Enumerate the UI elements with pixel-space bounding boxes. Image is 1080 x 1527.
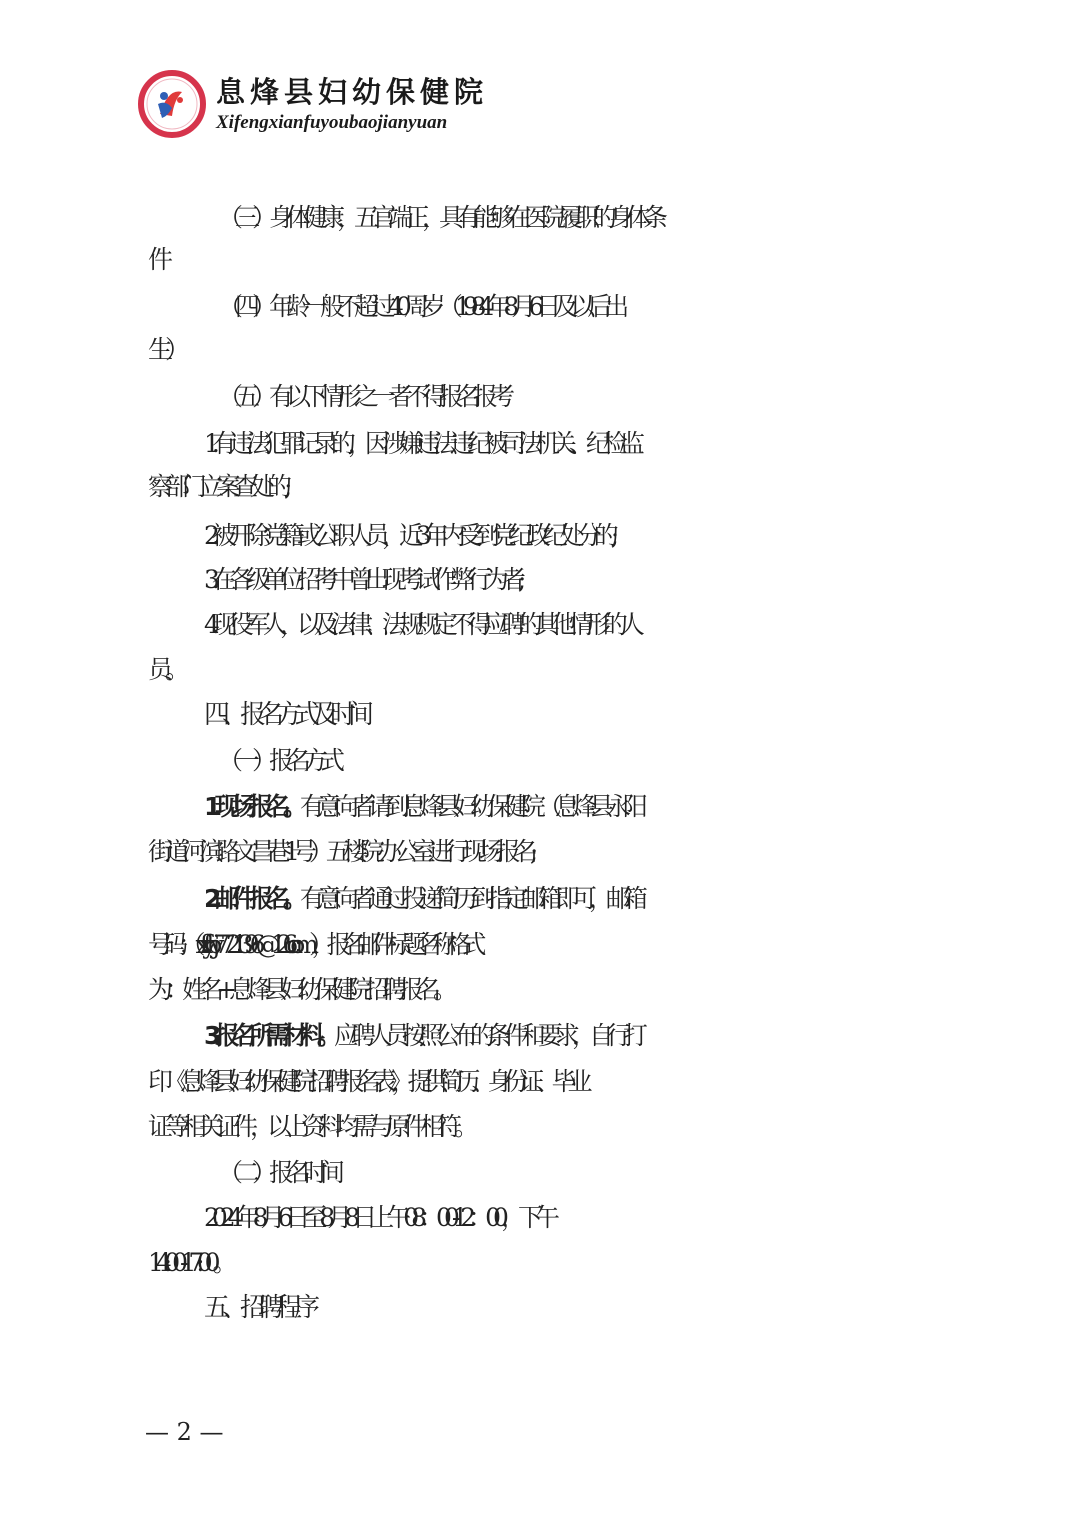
- clause-3-line1: （三）身体健康，五官端正，具有能够在医院履职的身体条: [218, 203, 661, 232]
- method-2-line3: 为：姓名+息烽县妇幼保健院招聘报名。: [148, 975, 450, 1004]
- subsection-1-heading: （一）报名方式: [218, 746, 338, 775]
- org-name: 息烽县妇幼保健院: [216, 75, 489, 109]
- method-3-line1: [0, 1016, 1080, 1056]
- page-number: — 2 —: [145, 1418, 224, 1446]
- item-1-line1: 1.有违法犯罪记录的，因涉嫌违法违纪被司法机关、纪检监: [204, 429, 637, 458]
- subsection-2-heading: （二）报名时间: [218, 1158, 338, 1187]
- item-1-line2: 察部门立案查处的;: [148, 472, 285, 501]
- method-2-line2: 号码：（xfxfybjy7721396@126.com），报名邮件标题名称格式: [148, 930, 477, 959]
- method-2-text: 有意向者通过投递简历到指定邮箱即可，邮箱: [299, 884, 640, 913]
- item-4-line2: 员。: [148, 655, 183, 684]
- clause-3-line2: 件: [148, 245, 166, 274]
- clause-4-line1: （四）年龄一般不超过40周岁（1984年8月6日及以后出: [218, 292, 622, 321]
- item-2: 2.被开除党籍或公职人员，近3年内受到党纪政纪处分的;: [204, 521, 612, 550]
- clause-5: （五）有以下情形之一者不得报名报考: [218, 382, 508, 411]
- method-3-line3: 证等相关证件，以上资料均需与原件相符。: [148, 1112, 472, 1141]
- clause-4-line2: 生）: [148, 335, 183, 364]
- section-5-heading: 五、招聘程序: [204, 1293, 313, 1323]
- org-pinyin: Xifengxianfuyoubaojianyuan: [216, 112, 448, 133]
- method-3-lead: 3.报名所需材料。: [204, 1021, 334, 1050]
- method-1-line2: 街道河滨路文昌巷1号）五楼院办公室进行现场报名;: [148, 837, 531, 866]
- time-line2: 14:00-17:00。: [148, 1248, 230, 1277]
- time-line1: 2024年8月6日至8月8日上午08：00-12：00，下午: [204, 1203, 552, 1232]
- method-2-lead: 2.邮件报名。: [204, 884, 300, 913]
- method-3-line2: 印《息烽县妇幼保健院招聘报名表》，提供简历、身份证、毕业: [148, 1067, 584, 1096]
- method-1-line1: [0, 787, 1080, 827]
- hospital-logo-icon: [138, 70, 206, 138]
- method-1-text: 有意向者请到息烽县妇幼保健院（息烽县永阳: [299, 792, 640, 821]
- item-3: 3.在各级单位招考中曾出现考试作弊行为者;: [204, 565, 519, 594]
- item-4-line1: 4.现役军人，以及法律、法规规定不得应聘的其他情形的人: [204, 610, 637, 639]
- method-1-lead: 1.现场报名。: [204, 792, 300, 821]
- section-4-heading: 四、报名方式及时间: [204, 700, 367, 730]
- method-2-line1: [0, 879, 1080, 919]
- method-3-text: 应聘人员按照公布的条件和要求，自行打: [333, 1021, 640, 1050]
